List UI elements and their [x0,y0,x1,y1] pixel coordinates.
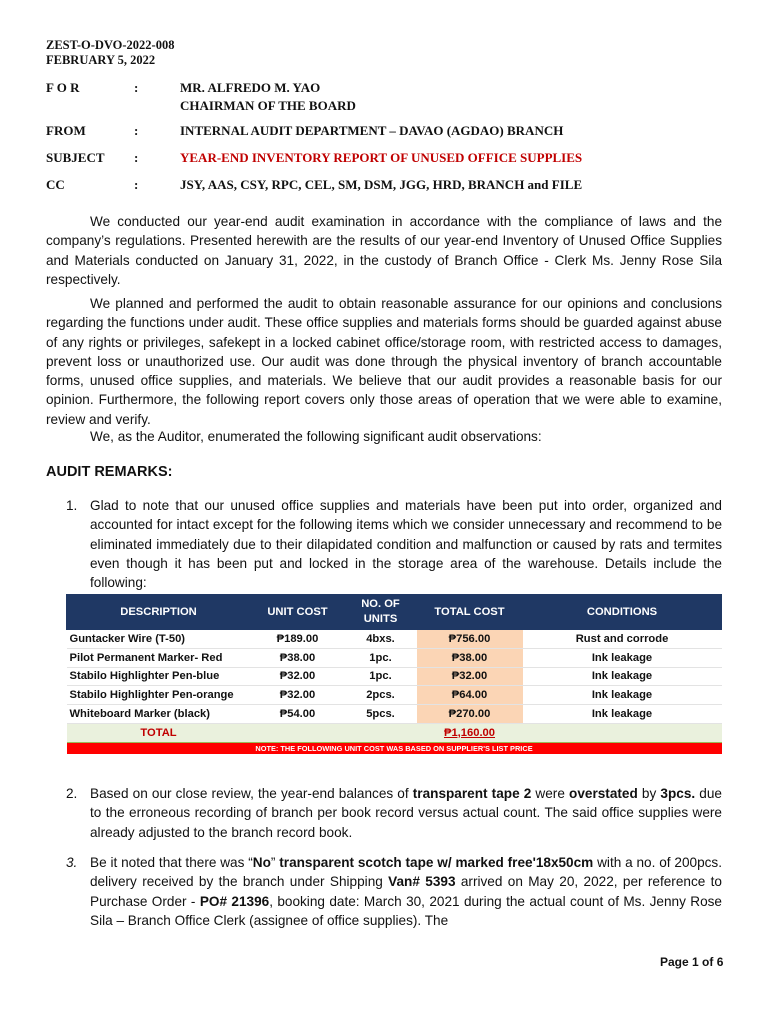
table-total-row [67,723,722,742]
remark-text: Glad to note that our unused office supplies and materials have been put into order, organized and accounted for intact except for the following items which we consider unnecessary and recommend to be eliminated immediately due to their dilapidated condition and malfunction or caused by rats and termites even though it has been put and locked in the storage area of the warehouse. Details include the following: [90,498,722,591]
cell-condition: Ink leakage [523,705,722,724]
cell-units: 2pcs. [345,686,417,705]
memo-reference-block [46,38,174,68]
cell-unit-cost: ₱189.00 [251,630,345,649]
cell-description: Pilot Permanent Marker- Red [67,648,251,667]
header-conditions: CONDITIONS [523,595,722,630]
memo-colon: : [134,177,139,192]
remark-number: 3. [66,855,78,870]
memo-colon: : [134,123,139,138]
cell-condition: Ink leakage [523,667,722,686]
table-row [67,686,722,705]
observations-intro-paragraph: We, as the Auditor, enumerated the following significant audit observations: [90,429,542,444]
table-row [67,667,722,686]
memo-for-name: MR. ALFREDO M. YAO [180,80,321,95]
memo-colon: : [134,150,139,165]
remark-number: 1. [66,498,78,513]
table-row [67,648,722,667]
cell-description: Stabilo Highlighter Pen-blue [67,667,251,686]
cell-unit-cost: ₱54.00 [251,705,345,724]
cell-condition: Ink leakage [523,648,722,667]
cell-units: 1pc. [345,667,417,686]
memo-reference-number: ZEST-O-DVO-2022-008 [46,38,175,52]
emphasis-text: No [252,855,271,870]
memo-from-value: INTERNAL AUDIT DEPARTMENT – DAVAO (AGDAO) BRANCH [180,123,564,138]
remark-item-3 [66,853,722,930]
total-value: ₱1,160.00 [417,723,523,742]
memo-from-label: FROM [46,123,86,138]
table-header-row [67,595,722,630]
unused-supplies-table [66,594,722,754]
cell-description: Guntacker Wire (T-50) [67,630,251,649]
memo-for-label: F O R [46,80,80,95]
remark-item-1 [66,496,722,592]
cell-unit-cost: ₱32.00 [251,667,345,686]
remark-item-2 [66,784,722,842]
memo-subject-label: SUBJECT [46,150,105,165]
header-description: DESCRIPTION [67,595,251,630]
cell-units: 1pc. [345,648,417,667]
header-unit-cost: UNIT COST [251,595,345,630]
header-units: NO. OF UNITS [345,595,417,630]
audit-remarks-heading: AUDIT REMARKS: [46,464,173,480]
emphasis-text: transparent scotch tape w/ marked free'18x50cm [279,855,594,870]
intro-paragraph: We conducted our year-end audit examination in accordance with the compliance of laws and the company’s regulations. Presented herewith are the results of our year-end Inventory of Unused Office Supplies and Materials conducted on January 31, 2022, in the custody of Branch Office - Clerk Ms. Jenny Rose Sila respectively. [46,214,722,287]
emphasis-text: Van# 5393 [388,874,456,890]
cell-description: Whiteboard Marker (black) [67,705,251,724]
emphasis-text: PO# 21396 [199,893,270,909]
table-note-row [67,742,722,754]
memo-cc-label: CC [46,177,65,192]
cell-condition: Ink leakage [523,686,722,705]
cell-description: Stabilo Highlighter Pen-orange [67,686,251,705]
cell-total-cost: ₱756.00 [417,630,523,649]
cell-unit-cost: ₱32.00 [251,686,345,705]
memo-for-title: CHAIRMAN OF THE BOARD [180,98,356,113]
cell-total-cost: ₱270.00 [417,705,523,724]
table-row [67,705,722,724]
emphasis-text: transparent tape 2 [412,786,532,801]
memo-colon: : [134,80,139,95]
cell-total-cost: ₱64.00 [417,686,523,705]
page-number: Page 1 of 6 [660,955,724,969]
cell-unit-cost: ₱38.00 [251,648,345,667]
remark-text: Based on our close review, the year-end balances of transparent tape 2 were overstated by 3pcs. due to the erroneous recording of branch per book record versus actual count. The said office supplies were already adjusted to the branch record book. [90,786,722,840]
remark-text: Be it noted that there was “No” transparent scotch tape w/ marked free'18x50cm with a no. of 200pcs. delivery received by the branch under Shipping Van# 5393 arrived on May 20, 2022, per reference to Purchase Order - PO# 21396, booking date: March 30, 2021 during the actual count of Ms. Jenny Rose Sila – Branch Office Clerk (assignee of office supplies). The [90,855,722,928]
cell-units: 5pcs. [345,705,417,724]
emphasis-text: overstated [569,786,638,801]
emphasis-text: 3pcs. [660,786,696,801]
memo-cc-value: JSY, AAS, CSY, RPC, CEL, SM, DSM, JGG, HRD, BRANCH and FILE [180,177,583,192]
table-row [67,630,722,649]
memo-date: FEBRUARY 5, 2022 [46,53,156,67]
audit-scope-paragraph: We planned and performed the audit to obtain reasonable assurance for our opinions and conclusions regarding the functions under audit. These office supplies and materials forms should be guarded against abuse of any rights or privileges, safekept in a locked cabinet office/storage room, with restricted access to damages, prevent loss or unauthorized use. Our audit was done through the physical inventory of branch accountable forms, unused office supplies, and materials. We believe that our audit provides a reasonable basis for our opinion. Furthermore, the following report covers only those areas of operation that we were able to examine, review and verify. [46,296,722,427]
cell-total-cost: ₱38.00 [417,648,523,667]
remark-number: 2. [66,786,78,801]
header-total-cost: TOTAL COST [417,595,523,630]
table-note: NOTE: THE FOLLOWING UNIT COST WAS BASED ON SUPPLIER'S LIST PRICE [67,742,722,754]
memo-subject-value: YEAR-END INVENTORY REPORT OF UNUSED OFFICE SUPPLIES [180,150,583,165]
cell-units: 4bxs. [345,630,417,649]
cell-condition: Rust and corrode [523,630,722,649]
total-label: TOTAL [67,723,251,742]
cell-total-cost: ₱32.00 [417,667,523,686]
